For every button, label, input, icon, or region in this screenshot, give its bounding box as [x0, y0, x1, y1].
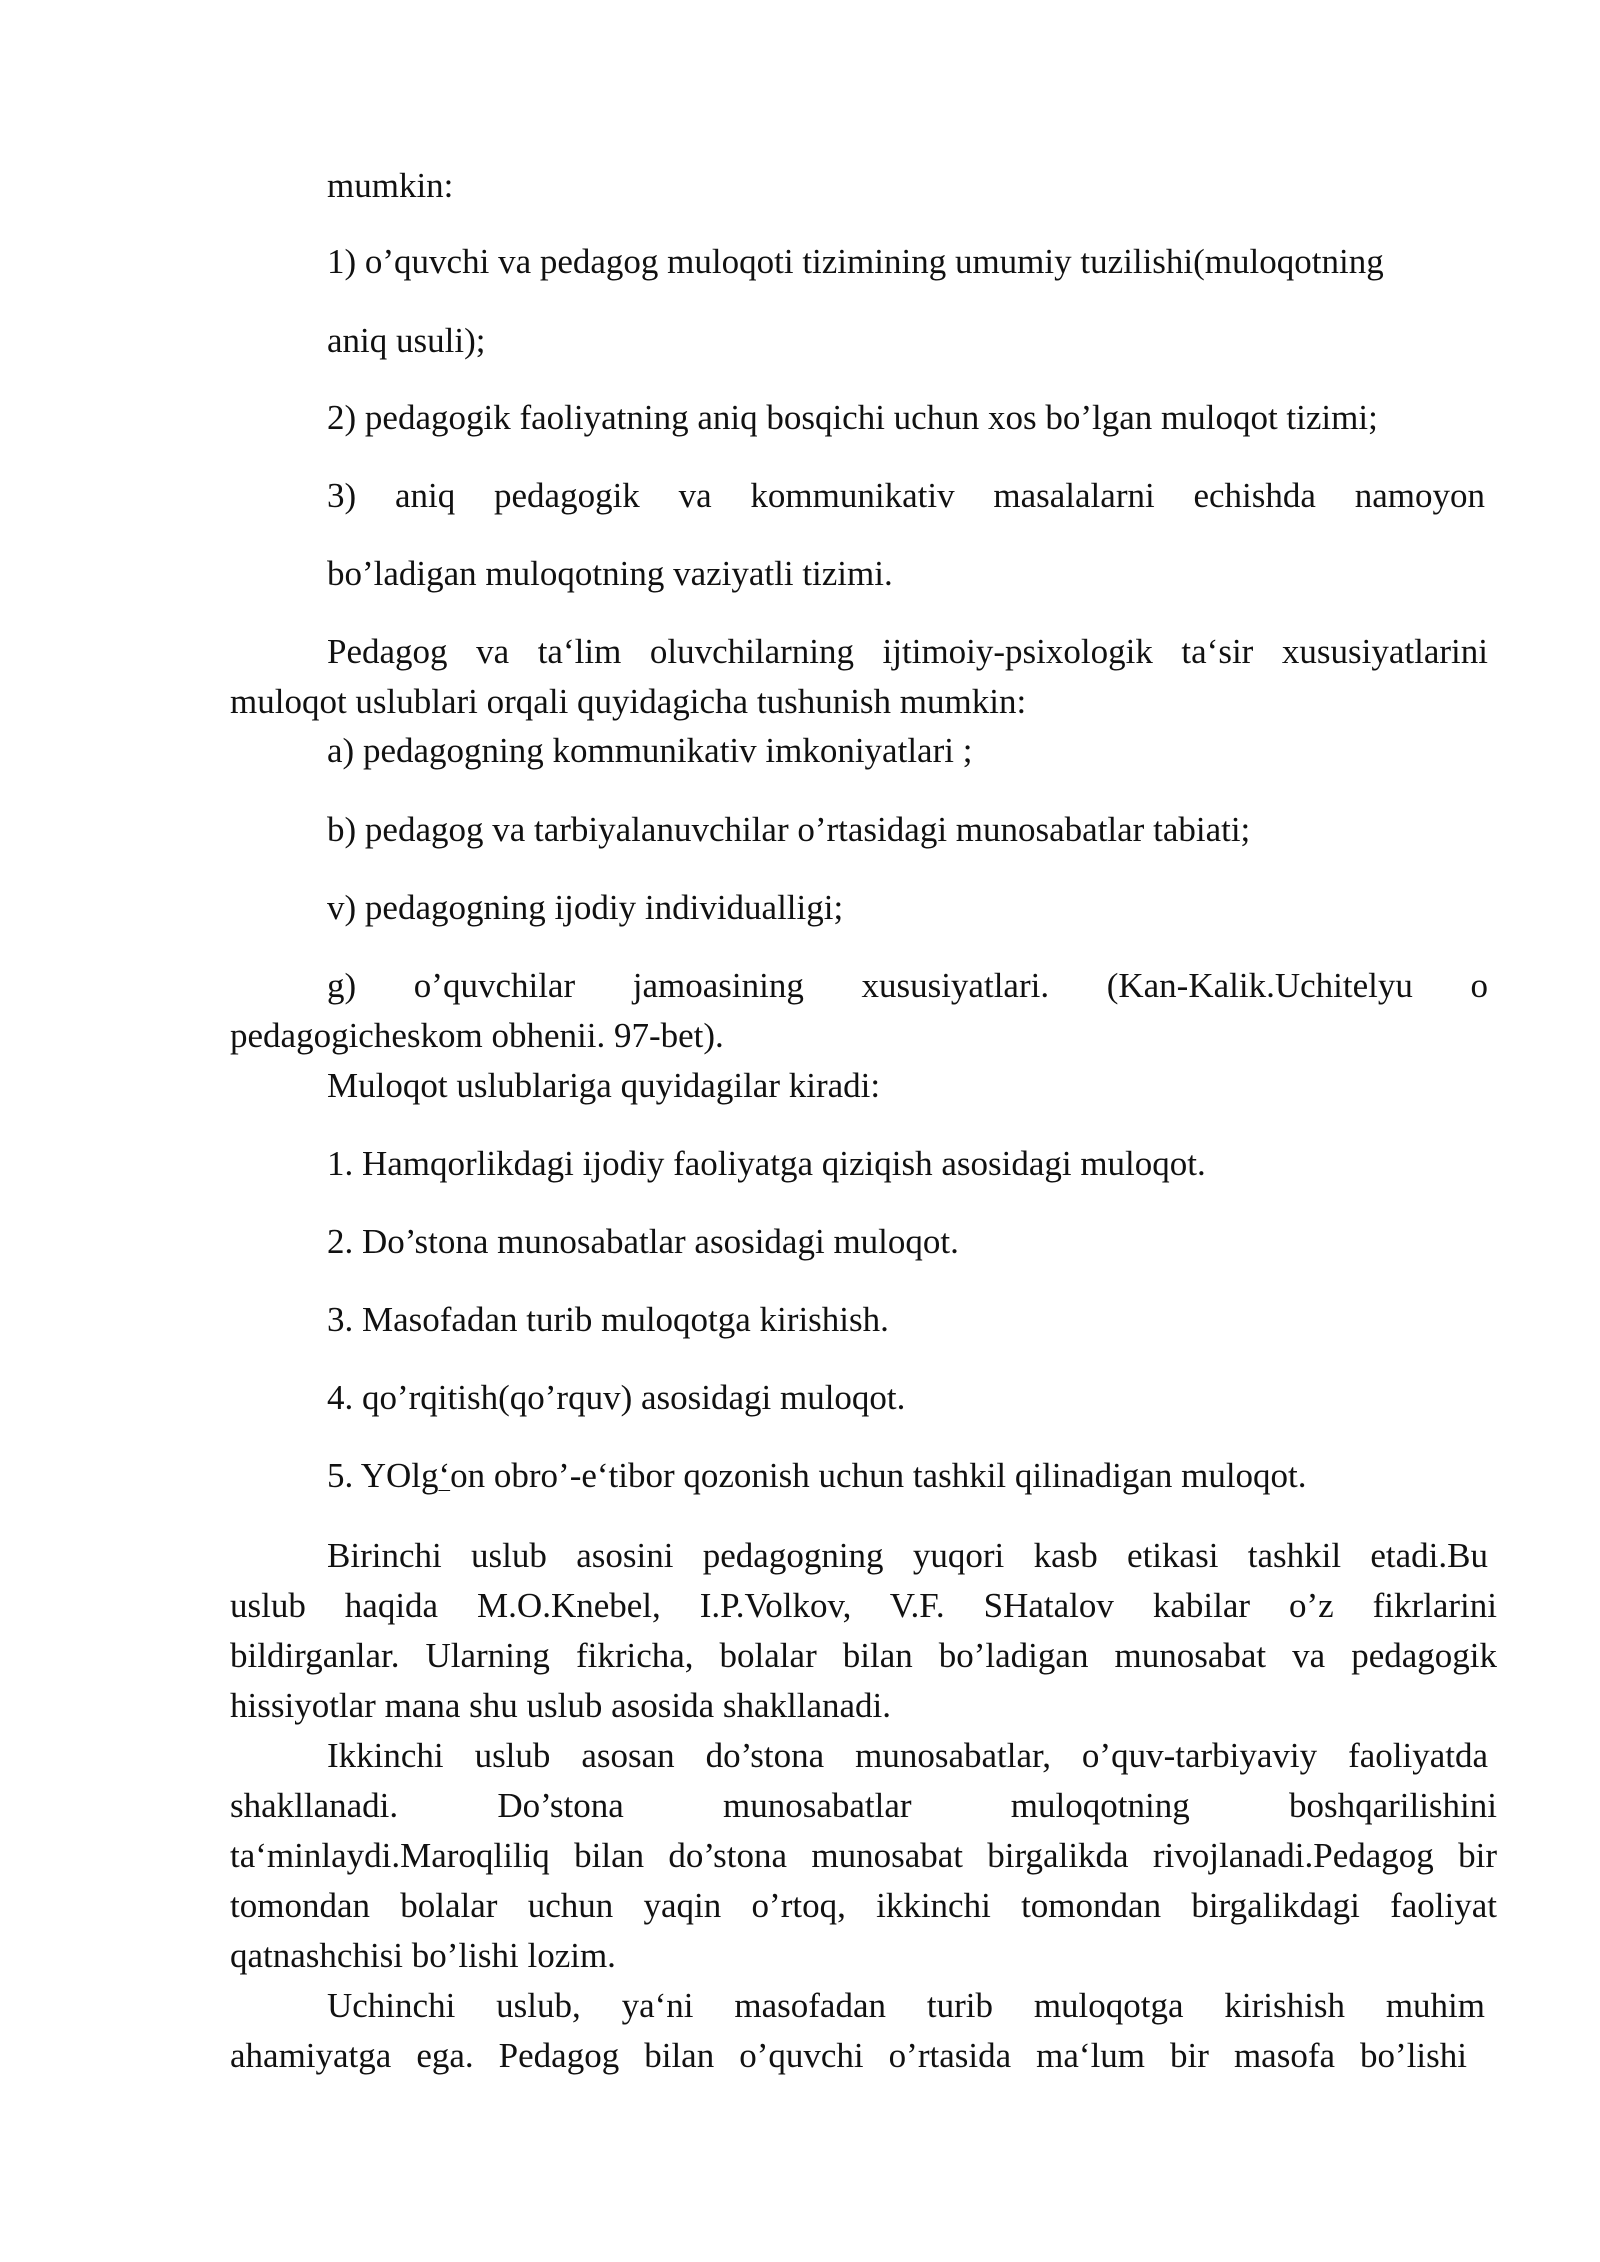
paragraph-4-line-2: ahamiyatga ega. Pedagog bilan o’quvchi o’rtasida ma‘lum bir masofa bo’lishi	[230, 2036, 1467, 2075]
feature-item-g: g) o’quvchilar jamoasining xususiyatlari. (Kan-Kalik.Uchitelyu o	[327, 966, 1488, 1005]
style-item-2: 2. Do’stona munosabatlar asosidagi muloqot.	[327, 1222, 959, 1261]
style-item-1: 1. Hamqorlikdagi ijodiy faoliyatga qiziqish asosidagi muloqot.	[327, 1144, 1206, 1183]
paragraph-3-line-4: tomondan bolalar uchun yaqin o’rtoq, ikkinchi tomondan birgalikdagi faoliyat	[230, 1886, 1497, 1925]
structure-item-2: 2) pedagogik faoliyatning aniq bosqichi uchun xos bo’lgan muloqot tizimi;	[327, 398, 1378, 437]
paragraph-2-line-2: uslub haqida M.O.Knebel, I.P.Volkov, V.F. SHatalov kabilar o’z fikrlarini	[230, 1586, 1497, 1625]
paragraph-3-line-2: shakllanadi. Do’stona munosabatlar muloqotning boshqarilishini	[230, 1786, 1497, 1825]
style-item-5-rest: on obro’-e‘tibor qozonish uchun tashkil qilinadigan muloqot.	[450, 1456, 1307, 1495]
paragraph-1-line-2: muloqot uslublari orqali quyidagicha tushunish mumkin:	[230, 682, 1027, 721]
paragraph-3-line-5: qatnashchisi bo’lishi lozim.	[230, 1936, 616, 1975]
paragraph-1-line-1: Pedagog va ta‘lim oluvchilarning ijtimoiy-psixologik ta‘sir xususiyatlarini	[327, 632, 1488, 671]
paragraph-2-line-3: bildirganlar. Ularning fikricha, bolalar bilan bo’ladigan munosabat va pedagogik	[230, 1636, 1497, 1675]
paragraph-2-line-4: hissiyotlar mana shu uslub asosida shakllanadi.	[230, 1686, 892, 1725]
feature-item-b: b) pedagog va tarbiyalanuvchilar o’rtasidagi munosabatlar tabiati;	[327, 810, 1251, 849]
style-item-5-start: 5. YOlg	[327, 1456, 439, 1495]
style-item-5-underlined: ‘	[438, 1456, 451, 1495]
style-item-5	[327, 1456, 1307, 1496]
feature-item-v: v) pedagogning ijodiy individualligi;	[327, 888, 844, 927]
structure-item-1: 1) o’quvchi va pedagog muloqoti tizimining umumiy tuzilishi(muloqotning	[327, 242, 1384, 281]
paragraph-2-line-1: Birinchi uslub asosini pedagogning yuqori kasb etikasi tashkil etadi.Bu	[327, 1536, 1488, 1575]
styles-intro: Muloqot uslublariga quyidagilar kiradi:	[327, 1066, 881, 1105]
list-intro-end: mumkin:	[327, 166, 454, 205]
feature-item-g-cont: pedagogicheskom obhenii. 97-bet).	[230, 1016, 724, 1055]
style-item-4: 4. qo’rqitish(qo’rquv) asosidagi muloqot.	[327, 1378, 906, 1417]
structure-item-3-cont: bo’ladigan muloqotning vaziyatli tizimi.	[327, 554, 893, 593]
paragraph-4-line-1: Uchinchi uslub, ya‘ni masofadan turib muloqotga kirishish muhim	[327, 1986, 1485, 2025]
structure-item-1-cont: aniq usuli);	[327, 321, 486, 360]
paragraph-3-line-3: ta‘minlaydi.Maroqliliq bilan do’stona munosabat birgalikda rivojlanadi.Pedagog bir	[230, 1836, 1497, 1875]
structure-item-3: 3) aniq pedagogik va kommunikativ masalalarni echishda namoyon	[327, 476, 1485, 515]
paragraph-3-line-1: Ikkinchi uslub asosan do’stona munosabatlar, o’quv-tarbiyaviy faoliyatda	[327, 1736, 1488, 1775]
style-item-3: 3. Masofadan turib muloqotga kirishish.	[327, 1300, 889, 1339]
feature-item-a: a) pedagogning kommunikativ imkoniyatlari ;	[327, 731, 973, 770]
